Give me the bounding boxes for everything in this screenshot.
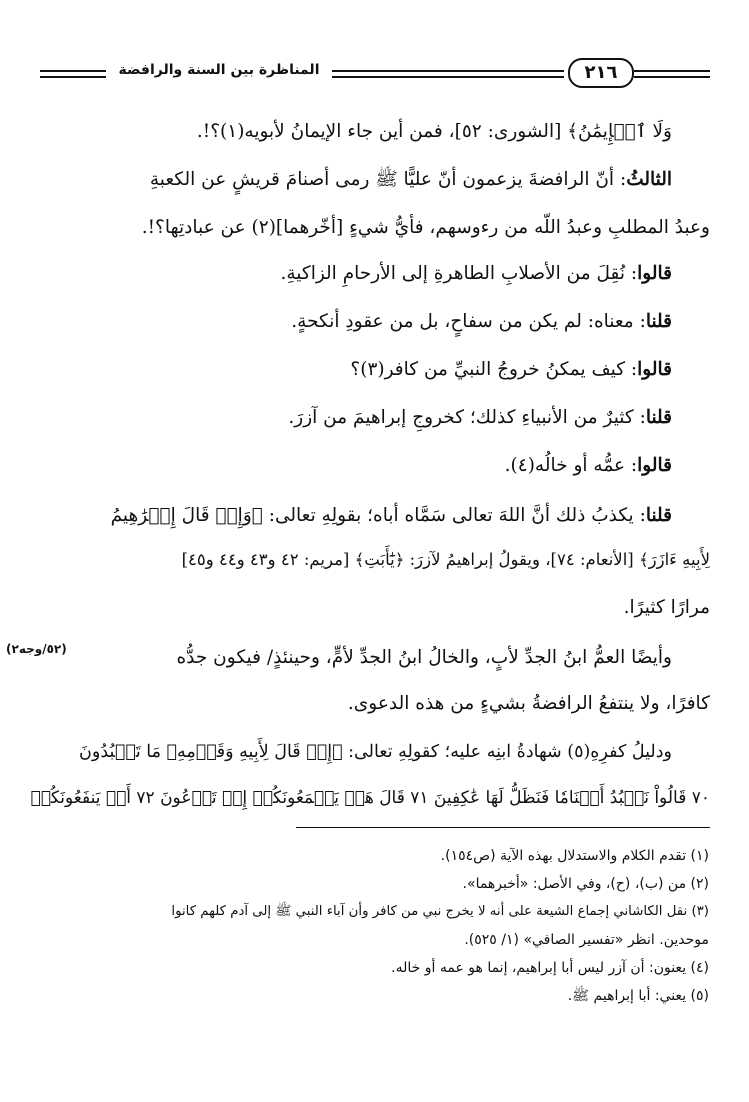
text-line-12: وأيضًا العمُّ ابنُ الجدِّ لأبٍ، والخالُ ابنُ الجدِّ لأمٍّ، وحينئذٍ/ فيكون جدُّه bbox=[176, 647, 672, 668]
text-line-4 bbox=[50, 260, 672, 288]
header-rule-mid-2 bbox=[332, 76, 564, 78]
footnote-separator bbox=[296, 827, 710, 828]
speaker-label: قالوا bbox=[637, 455, 672, 476]
text-line-5 bbox=[50, 308, 672, 336]
speaker-text: : نُقِلَ من الأصلابِ الطاهرةِ إلى الأرحامِ الزاكيةِ. bbox=[280, 263, 638, 284]
speaker-label: قلنا bbox=[645, 407, 672, 428]
header-rule-left-3 bbox=[66, 70, 106, 72]
text-line-7 bbox=[50, 404, 672, 432]
running-title: المناظرة بين السنة والرافضة bbox=[118, 62, 320, 78]
point-text: : أنّ الرافضةَ يزعمون أنّ عليًّا ﷺ رمى أصنامَ قريشٍ عن الكعبةِ bbox=[149, 169, 627, 190]
text-line-11: مرارًا كثيرًا. bbox=[623, 597, 710, 618]
text-line-10: لِأَبِيهِ ءَازَرَ﴾ [الأنعام: ٧٤]، ويقولُ إبراهيمُ لآزرَ: ﴿يَٰٓأَبَتِ﴾ [مريم: ٤٢ و٤٣ و٤٤ و٤٥] bbox=[181, 550, 710, 569]
speaker-label: قالوا bbox=[637, 359, 672, 380]
point-heading: الثالثُ bbox=[626, 169, 672, 190]
footnote-3-cont: موحدين. انظر «تفسير الصافي» (١/ ٥٢٥). bbox=[464, 932, 709, 948]
text-line-15: ٧٠ قَالُواْ نَعۡبُدُ أَصۡنَامٗا فَنَظَلُّ لَهَا عَٰكِفِينَ ٧١ قَالَ هَلۡ يَسۡمَعُونَكُمۡ إِذۡ تَدۡعُونَ ٧٢ أَوۡ يَنفَعُونَكُمۡ bbox=[30, 788, 710, 808]
footnote-1: (١) تقدم الكلام والاستدلال بهذه الآية (ص١٥٤). bbox=[440, 848, 709, 864]
manuscript-margin-note: (٥٢/وجه٢) bbox=[6, 642, 67, 656]
header-rule-mid-1 bbox=[332, 70, 564, 72]
speaker-text: : عمُّه أو خالُه(٤). bbox=[504, 455, 638, 476]
speaker-label: قالوا bbox=[637, 263, 672, 284]
header-rule-right-1 bbox=[634, 70, 710, 72]
text-line-1: وَلَا ٱلۡإِيمَٰنُ﴾ [الشورى: ٥٢]، فمن أين جاء الإيمانُ لأبويه(١)؟!. bbox=[196, 121, 672, 142]
text-line-8 bbox=[50, 452, 672, 480]
speaker-text: : كثيرٌ من الأنبياءِ كذلك؛ كخروجِ إبراهيمَ من آزرَ. bbox=[288, 407, 646, 428]
footnote-3: (٣) نقل الكاشاني إجماع الشيعة على أنه لا يخرج نبي من كافر وأن آباء النبي ﷺ إلى آدم كلهم كانوا bbox=[171, 904, 709, 919]
text-line-14: ودليلُ كفرِهِ(٥) شهادةُ ابنِه عليه؛ كقولِهِ تعالى: ﴿إِذۡ قَالَ لِأَبِيهِ وَقَوۡمِهِۦ مَا تَعۡبُدُونَ bbox=[79, 742, 672, 762]
text-line-3: وعبدُ المطلبِ وعبدُ اللّه من رءوسهم، فأيُّ شيءٍ [أخّرهما](٢) عن عبادتِها؟!. bbox=[141, 217, 710, 238]
header-rule-left-4 bbox=[66, 76, 106, 78]
text-line-13: كافرًا، ولا ينتفعُ الرافضةُ بشيءٍ من هذه الدعوى. bbox=[347, 693, 710, 714]
speaker-label: قلنا bbox=[645, 505, 672, 526]
text-line-6 bbox=[50, 356, 672, 384]
speaker-label: قلنا bbox=[645, 311, 672, 332]
text-line-9 bbox=[50, 502, 672, 530]
footnote-5: (٥) يعني: أبا إبراهيم ﷺ. bbox=[567, 988, 709, 1004]
page-number: ٢١٦ bbox=[568, 58, 634, 88]
speaker-text: : معناه: لم يكن من سفاحٍ، بل من عقودِ أنكحةٍ. bbox=[291, 311, 646, 332]
footnote-2: (٢) من (ب)، (ح)، وفي الأصل: «أخبرهما». bbox=[462, 876, 709, 892]
text-line-2 bbox=[50, 166, 672, 194]
footnote-4: (٤) يعنون: أن آزر ليس أبا إبراهيم، إنما هو عمه أو خاله. bbox=[391, 960, 709, 976]
speaker-text: : كيف يمكنُ خروجُ النبيِّ من كافر(٣)؟ bbox=[350, 359, 638, 380]
speaker-text: : يكذبُ ذلك أنَّ اللهَ تعالى سَمَّاه أباه؛ بقولِهِ تعالى: ﴿وَإِذۡ قَالَ إِبۡرَٰهِيمُ bbox=[110, 505, 646, 526]
header-rule-right-2 bbox=[634, 76, 710, 78]
